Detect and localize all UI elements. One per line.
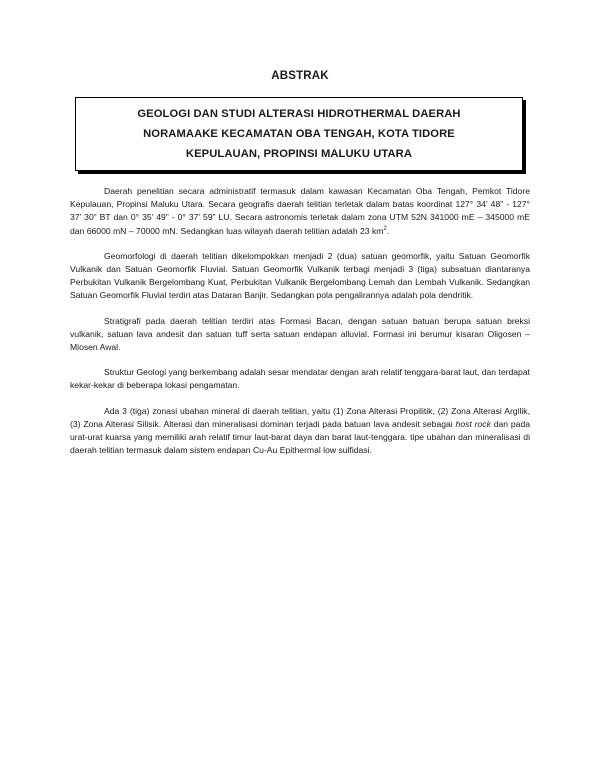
host-rock-term: host rock bbox=[455, 418, 491, 429]
paragraph-location-end: . bbox=[386, 225, 390, 236]
title-line-3: KEPULAUAN, PROPINSI MALUKU UTARA bbox=[185, 148, 413, 160]
title-text bbox=[137, 104, 460, 164]
title-box bbox=[75, 97, 523, 171]
paragraph-structure: Struktur Geologi yang berkembang adalah sesar mendatar dengan arah relatif tenggara-barat laut, dan terdapat kekar-kekar di beberapa lokasi pengamatan. bbox=[70, 367, 530, 391]
abstract-heading: ABSTRAK bbox=[271, 70, 329, 82]
area-unit-superscript: 2 bbox=[383, 225, 387, 232]
paragraph-stratigraphy: Stratigrafi pada daerah telitian terdiri atas Formasi Bacan, dengan satuan batuan berupa satuan breksi vulkanik, satuan lava andesit dan satuan tuff serta satuan endapan alluvial. Formasi ini berumur kisaran Oligosen – Miosen Awal. bbox=[70, 315, 530, 353]
paragraph-alteration-end: dan pada urat-urat kuarsa yang memiliki arah relatif timur laut-barat daya dan barat laut-tenggara. tipe ubahan dan mineralisasi di daerah telitian termasuk dalam sistem endapan Cu-Au Epithermal low sulfidasi. bbox=[70, 418, 530, 456]
paragraph-location-text: Daerah penelitian secara administratif termasuk dalam kawasan Kecamatan Oba Tengah, Pemkot Tidore Kepulauan, Propinsi Maluku Utara. Secara geografis daerah telitian terletak dalam batas koordinat 127° 34’ 48” - 127° 37’ 30” BT dan 0° 35’ 49” - 0° 37’ 59” LU. Secara astronomis terletak dalam zona UTM 52N 341000 mE – 345000 mE dan 66000 mN – 70000 mN. Sedangkan luas wilayah daerah telitian adalah 23 km bbox=[70, 186, 530, 236]
title-line-2: NORAMAAKE KECAMATAN OBA TENGAH, KOTA TIDORE bbox=[143, 128, 455, 140]
paragraph-geomorphology: Geomorfologi di daerah telitian dikelompokkan menjadi 2 (dua) satuan geomorfik, yaitu Satuan Geomorfik Vulkanik dan Satuan Geomorfik Fluvial. Satuan Geomorfik Vulkanik terbagi menjadi 3 (tiga) subsatuan diantaranya Perbukitan Vulkanik Bergelombang Kuat, Perbukitan Vulkanik Bergelombang Lemah dan Lembah Vulkanik. Sedangkan Satuan Geomorfik Fluvial terdiri atas Dataran Banjir. Sedangkan pola pengalirannya adalah pola dendritik. bbox=[70, 250, 530, 301]
title-line-1: GEOLOGI DAN STUDI ALTERASI HIDROTHERMAL DAERAH bbox=[137, 108, 461, 120]
abstract-body bbox=[70, 185, 530, 469]
paragraph-location bbox=[70, 185, 530, 238]
paragraph-alteration-text: Ada 3 (tiga) zonasi ubahan mineral di daerah telitian, yaitu (1) Zona Alterasi Propilitik, (2) Zona Alterasi Argilik, (3) Zona Alterasi Silisik. Alterasi dan mineralisasi dominan terjadi pada batuan lava andesit sebagai bbox=[70, 405, 530, 429]
paragraph-alteration bbox=[70, 405, 530, 458]
